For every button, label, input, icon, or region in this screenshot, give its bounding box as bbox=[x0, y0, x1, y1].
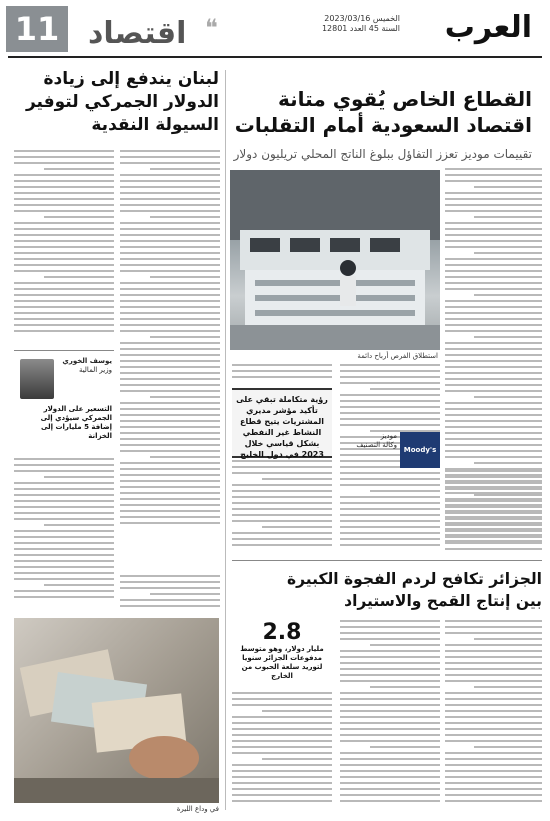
factory-photo bbox=[230, 170, 440, 350]
lebanon-headline: لبنان يندفع إلى زيادة الدولار الجمركي لتوفير السيولة النقدية bbox=[25, 69, 219, 135]
factory-illustration bbox=[230, 170, 440, 350]
main-body-col-right-lower bbox=[445, 470, 542, 554]
algeria-stat-value: 2.8 bbox=[262, 620, 302, 645]
main-kicker: تقييمات موديز تعزز التفاؤل ببلوغ الناتج المحلي تريليون دولار bbox=[233, 147, 532, 161]
quote-mark-icon: ❝ bbox=[205, 14, 218, 42]
column-divider bbox=[225, 70, 226, 810]
issue-number: السنة 45 العدد 12801 bbox=[321, 24, 400, 33]
banknotes-illustration bbox=[14, 618, 219, 803]
section-title: اقتصاد bbox=[88, 16, 187, 51]
algeria-body-col-2 bbox=[340, 620, 440, 810]
lebanon-quote: التسعير على الدولار الجمركي سيؤدي إلى إضافة 5 مليارات إلى الخزانة bbox=[40, 405, 112, 440]
author-portrait bbox=[20, 359, 54, 399]
algeria-stat-text: مليار دولار، وهو متوسط مدفوعات الجزائر سنويا لتوريد سلعة الحبوب من الخارج bbox=[240, 645, 324, 680]
story-divider bbox=[232, 560, 542, 561]
lebanon-image-caption: في وداع الليرة bbox=[176, 805, 219, 813]
algeria-headline: الجزائر تكافح لردم الفجوة الكبيرة بين إنتاج القمح والاستيراد bbox=[287, 570, 542, 610]
main-image-caption: استطلاق الفرص أرباح دائمة bbox=[357, 352, 438, 360]
lebanon-body-col-2-lower bbox=[120, 575, 220, 615]
main-pull-quote: رؤية متكاملة تبقي على تأكيد مؤشر مديري المشتريات يتيح قطاع النشاط غير النفطي بشكل قياسي خلال 2023 في دول الخليج bbox=[232, 388, 332, 458]
lebanon-author-name: يوسف الخوري bbox=[62, 357, 112, 365]
lebanon-body-col-2 bbox=[120, 150, 220, 570]
lebanon-author-title: وزير المالية bbox=[78, 366, 112, 374]
algeria-stat-box bbox=[232, 620, 332, 686]
page-number: 11 bbox=[6, 6, 68, 52]
header-rule bbox=[8, 56, 542, 58]
lebanon-body-col-1 bbox=[14, 150, 114, 340]
main-body-col-3 bbox=[232, 460, 332, 554]
lebanon-body-col-1-lower bbox=[14, 458, 114, 608]
main-author-box: موديز وكالة التصنيف bbox=[356, 432, 397, 449]
issue-date: الخميس 2023/03/16 bbox=[324, 14, 400, 23]
lebanon-quote-box bbox=[14, 350, 114, 451]
issue-info bbox=[322, 14, 400, 34]
algeria-body-col-3 bbox=[232, 692, 332, 810]
algeria-body-col-1 bbox=[445, 620, 542, 810]
moodys-logo: Moody's bbox=[400, 432, 440, 468]
main-body-col-3-top bbox=[232, 364, 332, 384]
newspaper-logo: العرب bbox=[444, 10, 532, 45]
banknotes-photo bbox=[14, 618, 219, 803]
main-headline: القطاع الخاص يُقوي متانة اقتصاد السعودية أمام التقلبات bbox=[234, 87, 532, 137]
